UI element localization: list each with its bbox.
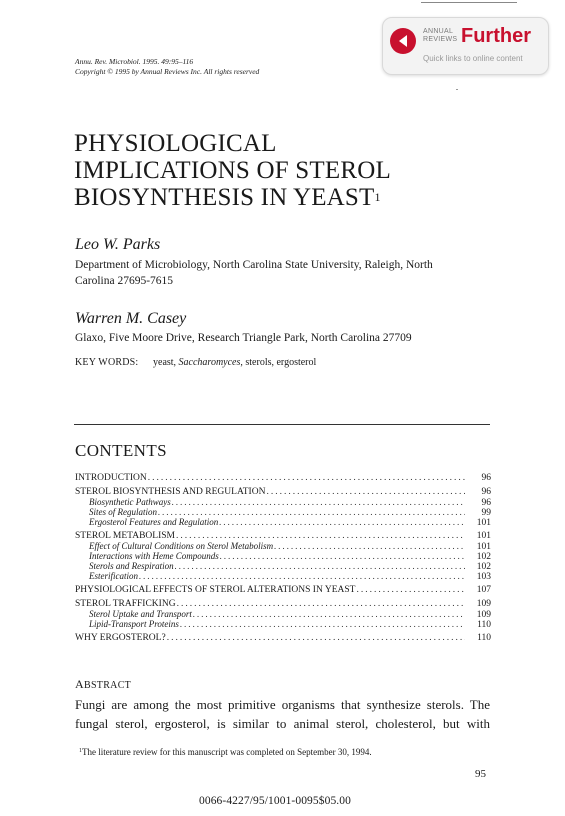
author-name: Leo W. Parks [75, 236, 161, 253]
journal-citation: Annu. Rev. Microbiol. 1995. 49:95–116 [75, 57, 194, 66]
abstract-text-line: fungal sterol, ergosterol, is similar to animal sterol, cholesterol, but with [75, 716, 490, 731]
toc-entry[interactable]: PHYSIOLOGICAL EFFECTS OF STEROL ALTERATIONS IN YEAST ..... 107 [75, 585, 491, 595]
toc-subentry[interactable]: Biosynthetic Pathways ..... 96 [75, 497, 491, 507]
toc-subentry[interactable]: Sites of Regulation ..... 99 [75, 507, 491, 517]
top-rule [421, 2, 517, 3]
author-name: Warren M. Casey [75, 310, 187, 327]
footnote: $^1$The literature review for this manuscript was completed on September 30, 1994. [79, 747, 372, 757]
further-badge[interactable] [382, 17, 549, 75]
table-of-contents [75, 473, 491, 643]
page-number: 95 [475, 768, 486, 780]
speck [456, 89, 458, 90]
toc-subentry[interactable]: Esterification ..... 103 [75, 571, 491, 581]
contents-heading: CONTENTS [75, 441, 167, 460]
toc-subentry[interactable]: Sterols and Respiration ..... 102 [75, 561, 491, 571]
publisher-logo-text: ANNUAL REVIEWS [423, 28, 458, 43]
keywords-values: yeast, Saccharomyces, sterols, ergosterol [153, 357, 317, 368]
toc-entry[interactable]: INTRODUCTION ..... 96 [75, 473, 491, 483]
title-line: PHYSIOLOGICAL [74, 130, 277, 157]
article-title [74, 130, 391, 215]
toc-subentry[interactable]: Lipid-Transport Proteins ..... 110 [75, 619, 491, 629]
toc-entry[interactable]: STEROL TRAFFICKING ..... 109 [75, 599, 491, 609]
arrow-left-circle-icon [390, 28, 416, 54]
copyright-notice: Copyright © 1995 by Annual Reviews Inc. All rights reserved [75, 67, 260, 76]
title-line: BIOSYNTHESIS IN YEAST$^1$ [74, 184, 381, 211]
abstract-heading: ABSTRACT [75, 677, 132, 691]
further-link-label[interactable]: Further [461, 25, 531, 47]
issn-price-code: 0066-4227/95/1001-0095$05.00 [199, 795, 351, 807]
abstract-text-line: Fungi are among the most primitive organisms that synthesize sterols. The [75, 697, 490, 712]
toc-subentry[interactable]: Interactions with Heme Compounds ..... 102 [75, 551, 491, 561]
author-affiliation: Glaxo, Five Moore Drive, Research Triangle Park, North Carolina 27709 [75, 332, 412, 344]
toc-subentry[interactable]: Ergosterol Features and Regulation ..... 101 [75, 517, 491, 527]
toc-entry[interactable]: STEROL BIOSYNTHESIS AND REGULATION ..... 96 [75, 487, 491, 497]
further-subtitle: Quick links to online content [423, 54, 523, 63]
toc-subentry[interactable]: Sterol Uptake and Transport ..... 109 [75, 609, 491, 619]
toc-entry[interactable]: WHY ERGOSTEROL? ..... 110 [75, 633, 491, 643]
keywords-label: KEY WORDS: [75, 357, 139, 368]
section-divider [74, 424, 490, 425]
author-affiliation: Department of Microbiology, North Carolina State University, Raleigh, North Carolina 27695-7615 [75, 259, 433, 287]
title-line: IMPLICATIONS OF STEROL [74, 157, 391, 184]
toc-subentry[interactable]: Effect of Cultural Conditions on Sterol Metabolism ..... 101 [75, 541, 491, 551]
toc-entry[interactable]: STEROL METABOLISM ..... 101 [75, 531, 491, 541]
title-footnote-mark[interactable]: 1 [374, 190, 381, 204]
